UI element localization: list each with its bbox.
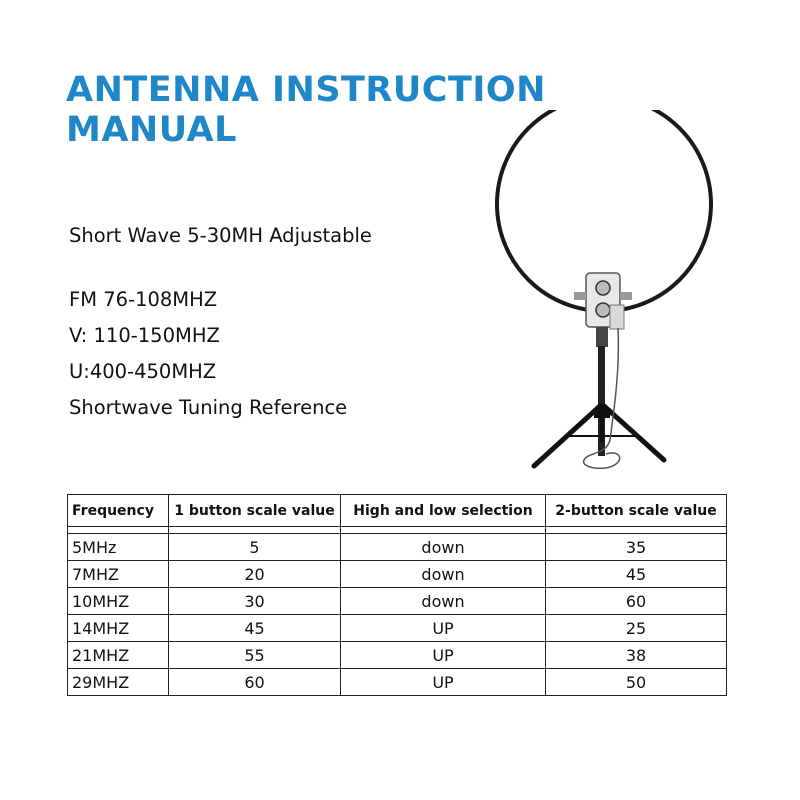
table-row <box>68 534 727 561</box>
table-header-row <box>68 495 727 527</box>
cell-1-button-scale: 45 <box>169 615 341 642</box>
cell-high-low: UP <box>341 642 546 669</box>
cell-2-button-scale: 38 <box>546 642 727 669</box>
cell-2-button-scale: 60 <box>546 588 727 615</box>
cell-frequency: 29MHZ <box>68 669 169 696</box>
cell-frequency: 10MHZ <box>68 588 169 615</box>
cell-2-button-scale: 45 <box>546 561 727 588</box>
tuning-knob-1-icon <box>596 281 610 295</box>
header-1-button-scale: 1 button scale value <box>169 495 341 527</box>
page-title <box>66 70 546 150</box>
cell-frequency: 5MHz <box>68 534 169 561</box>
cell-high-low: down <box>341 534 546 561</box>
cell-2-button-scale: 25 <box>546 615 727 642</box>
cell-1-button-scale: 55 <box>169 642 341 669</box>
shortwave-tuning-table <box>67 494 727 696</box>
spec-tuning-reference: Shortwave Tuning Reference <box>69 396 348 419</box>
cell-1-button-scale: 5 <box>169 534 341 561</box>
table-row <box>68 588 727 615</box>
spec-uhf: U:400-450MHZ <box>69 360 217 383</box>
table-spacer-row <box>68 527 727 534</box>
cell-1-button-scale: 30 <box>169 588 341 615</box>
header-frequency: Frequency <box>68 495 169 527</box>
cell-high-low: down <box>341 561 546 588</box>
header-high-low-selection: High and low selection <box>341 495 546 527</box>
spec-fm: FM 76-108MHZ <box>69 288 218 311</box>
cell-1-button-scale: 60 <box>169 669 341 696</box>
cell-2-button-scale: 50 <box>546 669 727 696</box>
cell-frequency: 14MHZ <box>68 615 169 642</box>
table-row <box>68 561 727 588</box>
table-row <box>68 669 727 696</box>
header-2-button-scale: 2-button scale value <box>546 495 727 527</box>
table-row <box>68 642 727 669</box>
cell-frequency: 21MHZ <box>68 642 169 669</box>
cell-high-low: UP <box>341 669 546 696</box>
cell-high-low: UP <box>341 615 546 642</box>
title-line-2: MANUAL <box>66 110 237 150</box>
tuning-knob-2-icon <box>596 303 610 317</box>
cell-high-low: down <box>341 588 546 615</box>
cell-2-button-scale: 35 <box>546 534 727 561</box>
antenna-image <box>490 110 730 480</box>
spec-vhf: V: 110-150MHZ <box>69 324 220 347</box>
table-row <box>68 615 727 642</box>
cell-frequency: 7MHZ <box>68 561 169 588</box>
spec-shortwave: Short Wave 5-30MH Adjustable <box>69 224 372 247</box>
cell-1-button-scale: 20 <box>169 561 341 588</box>
title-line-1: ANTENNA INSTRUCTION <box>66 70 546 110</box>
